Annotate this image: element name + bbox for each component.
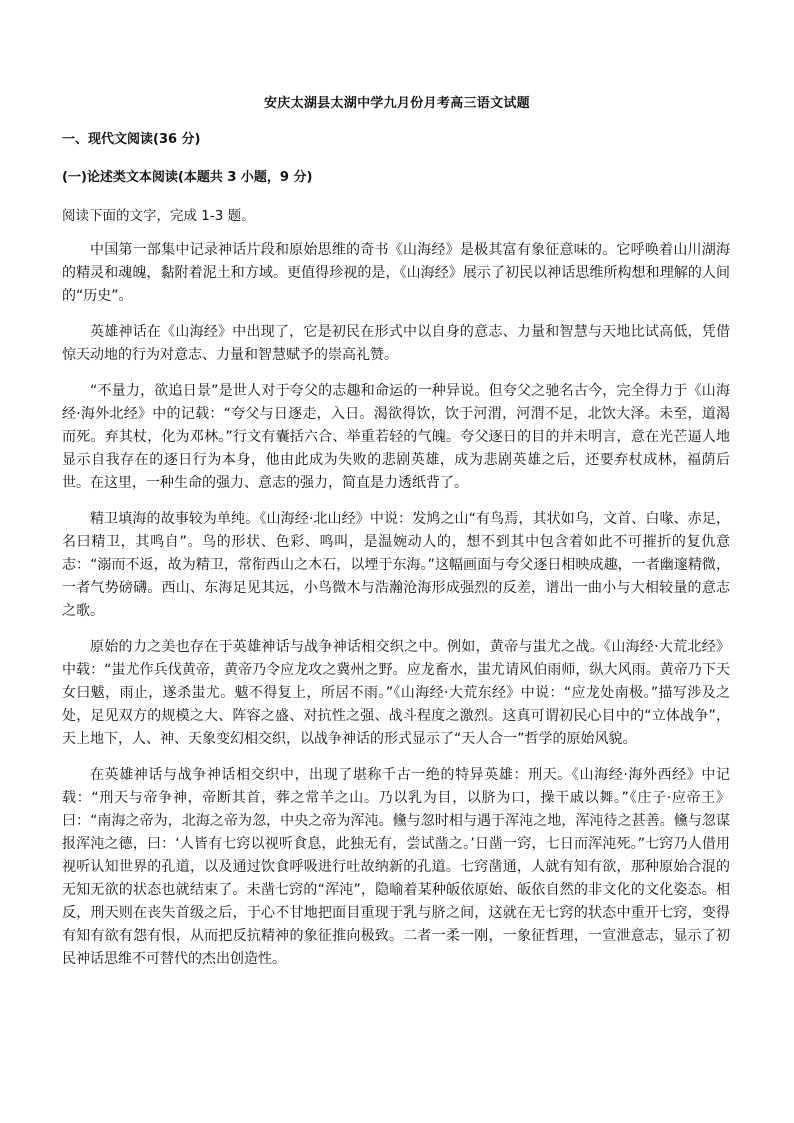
article-body: [62, 239, 730, 984]
document-title: 安庆太湖县太湖中学九月份月考高三语文试题: [263, 96, 530, 111]
subsection-heading: (一)论述类文本阅读(本题共 3 小题，9 分): [62, 170, 313, 185]
paragraph-2: 英雄神话在《山海经》中出现了，它是初民在形式中以自身的意志、力量和智慧与天地比试高低，凭借惊天动地的行为对意志、力量和智慧赋予的崇高礼赞。: [62, 324, 730, 363]
paragraph-4: 精卫填海的故事较为单纯。《山海经·北山经》中说：发鸠之山“有鸟焉，其状如乌，文首、白喙、赤足，名曰精卫，其鸣自”。鸟的形状、色彩、鸣叫，是温婉动人的，想不到其中包含着如此不可摧折的复仇意志：“溺而不返，故为精卫，常衔西山之木石，以堙于东海。”这幅画面与夸父逐日相映成趣，一者幽邃精微，一者气势磅礴。西山、东海足见其远，小鸟微木与浩瀚沧海形成强烈的反差，谱出一曲小与大相较量的意志之歌。: [62, 511, 730, 619]
paragraph-5: 原始的力之美也存在于英雄神话与战争神话相交织之中。例如，黄帝与蚩尤之战。《山海经·大荒北经》中载：“蚩尤作兵伐黄帝，黄帝乃令应龙攻之冀州之野。应龙畜水，蚩尤请风伯雨师，纵大风雨。黄帝乃下天女曰魃，雨止，遂杀蚩尤。魃不得复上，所居不雨。”《山海经·大荒东经》中说：“应龙处南极。”描写涉及之处，足见双方的规模之大、阵容之盛、对抗性之强、战斗程度之激烈。这真可谓初民心目中的“立体战争”，天上地下，人、神、天象变幻相交织，以战争神话的形式显示了“天人合一”哲学的原始风貌。: [62, 639, 730, 747]
paragraph-3: “不量力，欲追日景”是世人对于夸父的志趣和命运的一种异说。但夸父之驰名古今，完全得力于《山海经·海外北经》中的记载：“夸父与日逐走，入日。渴欲得饮，饮于河渭，河渭不足，北饮大泽。未至，道渴而死。弃其杖，化为邓林。”行文有囊括六合、举重若轻的气魄。夸父逐日的目的并未明言，意在光芒逼人地显示自我存在的逐日行为本身，他由此成为失败的悲剧英雄，成为悲剧英雄之后，还要弃杖成林，福荫后世。在这里，一种生命的强力、意志的强力，简直是力透纸背了。: [62, 383, 730, 491]
reading-instruction: 阅读下面的文字，完成 1-3 题。: [62, 208, 255, 224]
section-heading: 一、现代文阅读(36 分): [62, 132, 201, 147]
paragraph-6: 在英雄神话与战争神话相交织中，出现了堪称千古一绝的特异英雄：刑天。《山海经·海外西经》中记载：“刑天与帝争神，帝断其首，葬之常羊之山。乃以乳为目，以脐为口，操干戚以舞。”《庄子·应帝王》曰：“南海之帝为，北海之帝为忽，中央之帝为浑沌。儵与忽时相与遇于浑沌之地，浑沌待之甚善。儵与忽谋报浑沌之德，曰：‘人皆有七窍以视听食息，此独无有，尝试凿之。’日凿一窍，七日而浑沌死。”七窍乃人借用视听认知世界的孔道，以及通过饮食呼吸进行吐故纳新的孔道。七窍凿通，人就有知有欲，那种原始合混的无知无欲的状态也就结束了。未凿七窍的“浑沌”，隐喻着某种皈依原始、皈依自然的非文化的文化姿态。相反，刑天则在丧失首级之后，于心不甘地把面目重现于乳与脐之间，这就在无七窍的状态中重开七窍，变得有知有欲有怨有恨，从而把反抗精神的象征推向极致。二者一柔一刚，一象征哲理，一宣泄意志，显示了初民神话思维不可替代的杰出创造性。: [62, 767, 730, 967]
paragraph-1: 中国第一部集中记录神话片段和原始思维的奇书《山海经》是极其富有象征意味的。它呼唤着山川湖海的精灵和魂魄，黏附着泥土和方域。更值得珍视的是，《山海经》展示了初民以神话思维所构想和理解的人间的“历史”。: [62, 242, 730, 304]
